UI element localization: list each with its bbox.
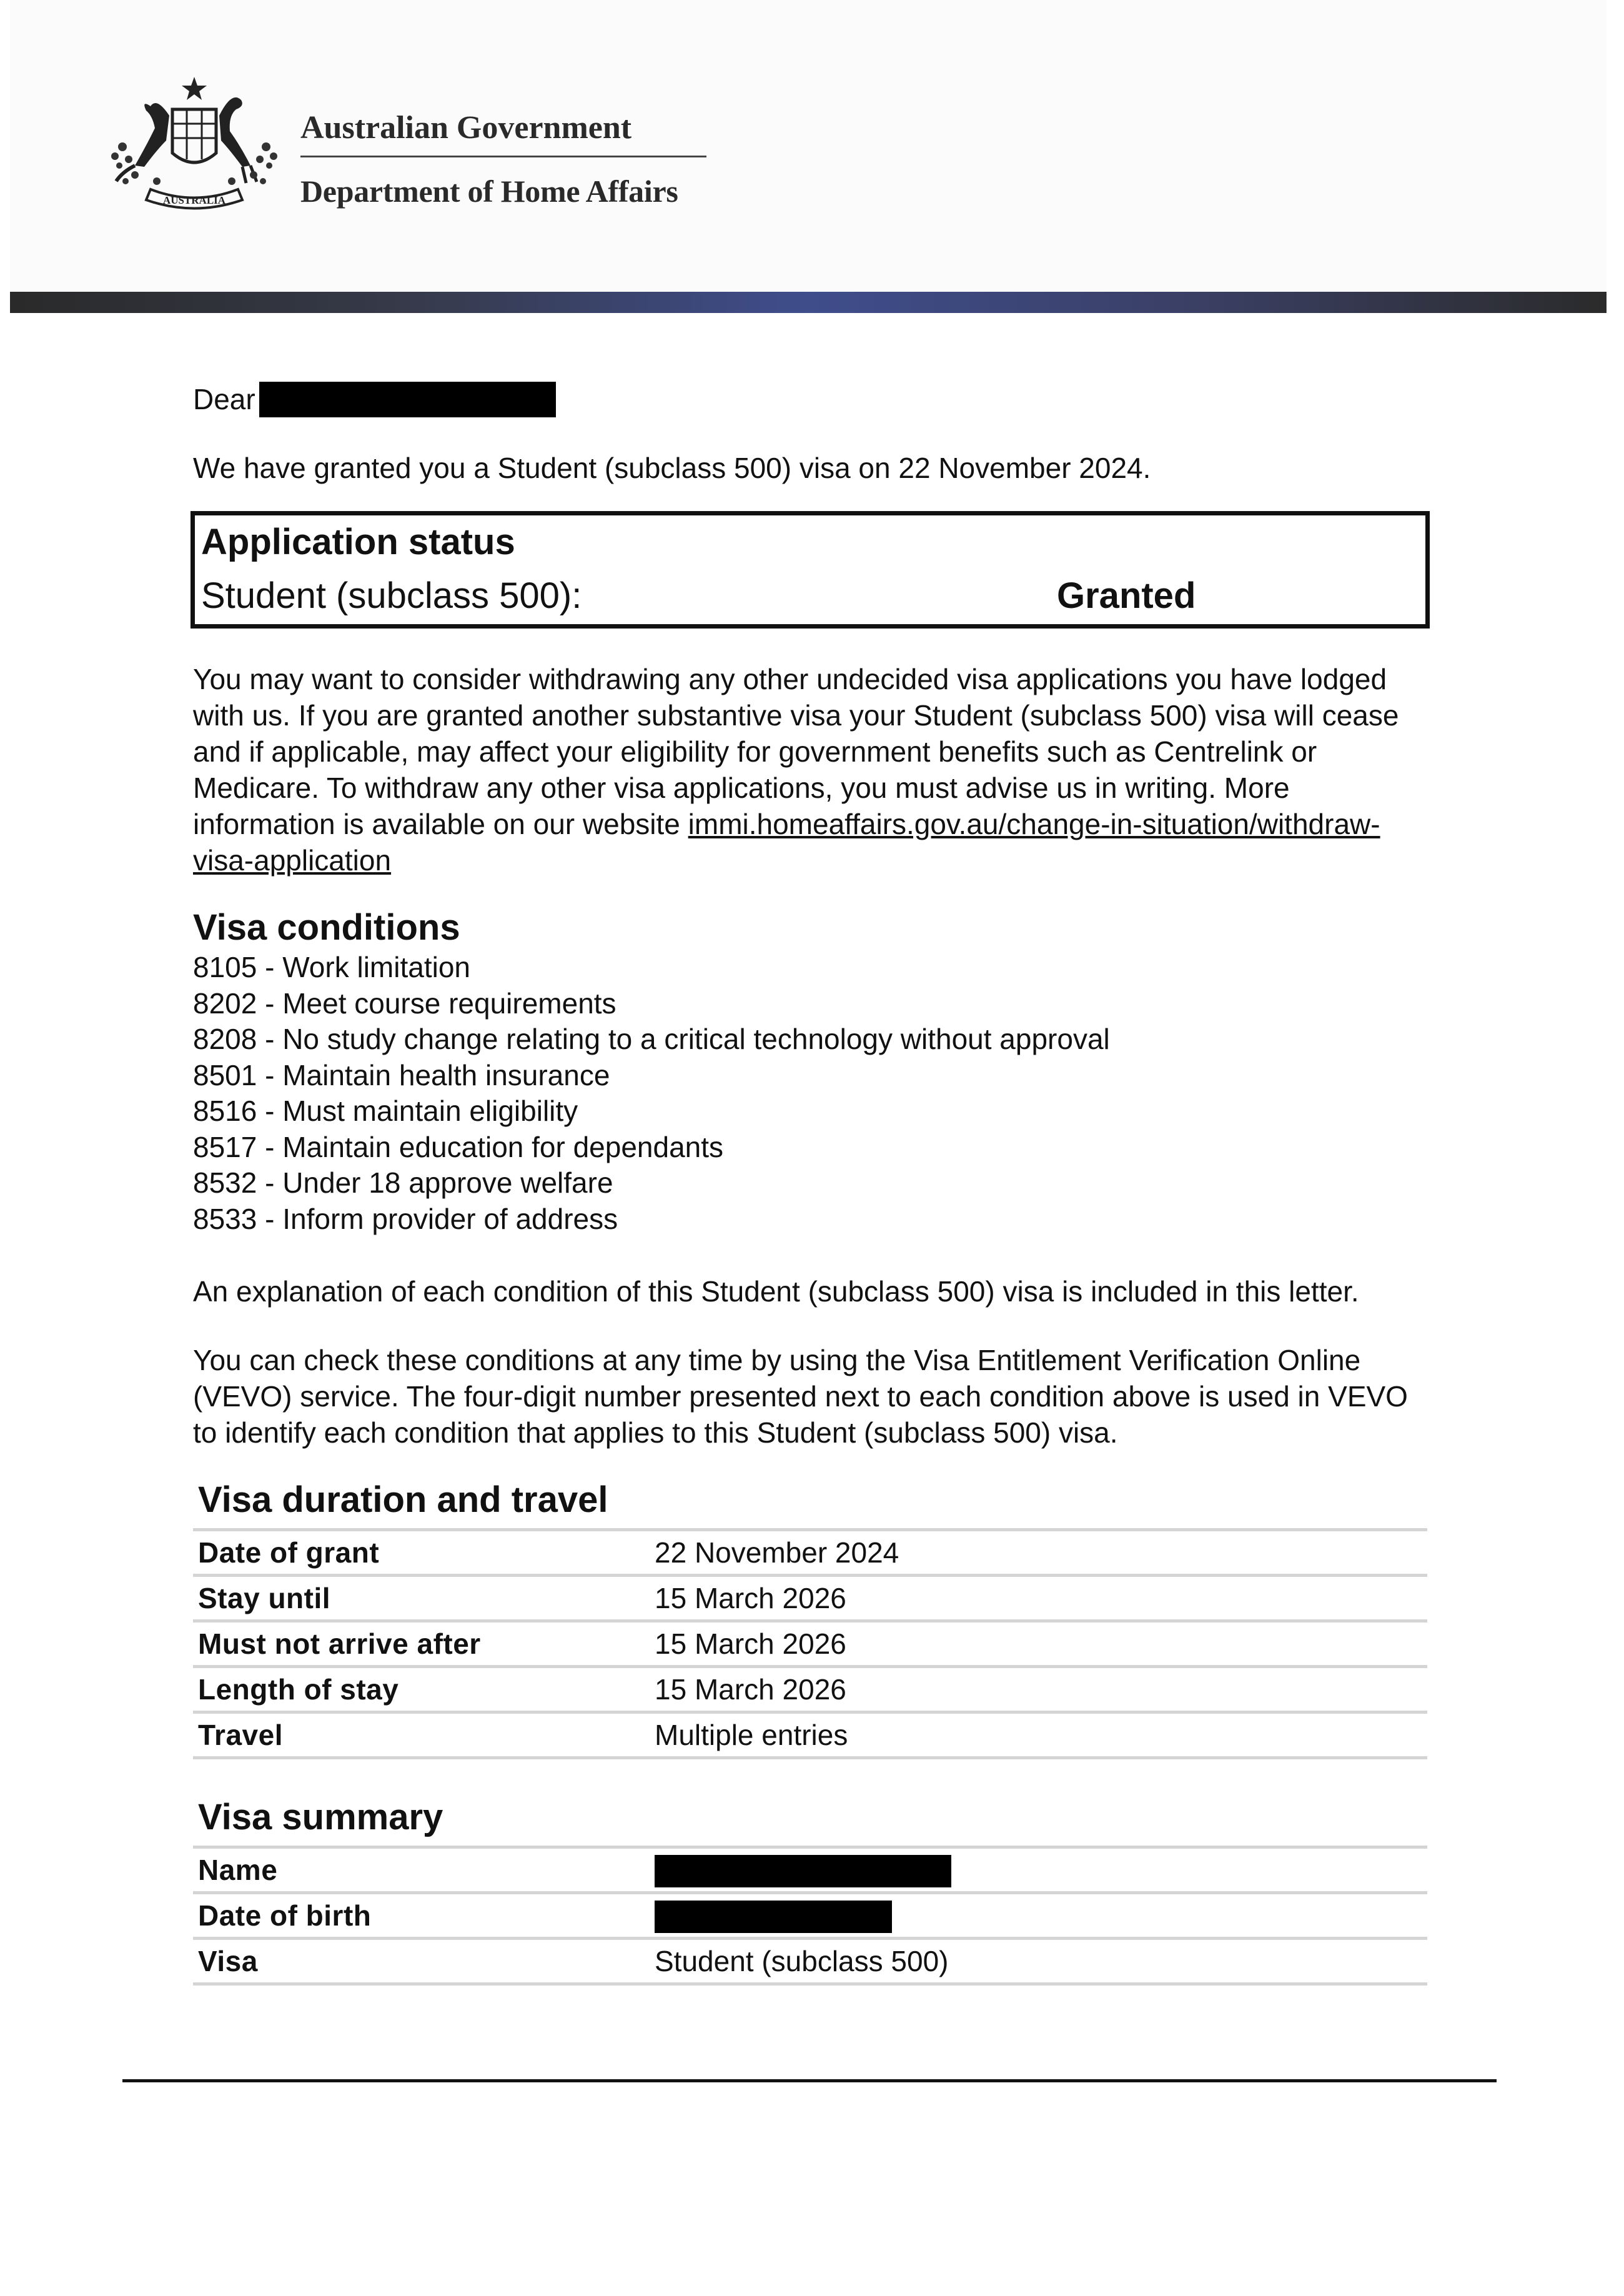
row-value: 15 March 2026 <box>650 1576 1427 1621</box>
visa-summary-heading: Visa summary <box>198 1797 443 1837</box>
agency-name <box>300 109 706 210</box>
table-row <box>193 1576 1427 1621</box>
condition-item: 8501 - Maintain health insurance <box>193 1058 610 1091</box>
salutation-text: Dear <box>193 383 255 415</box>
application-status-title: Application status <box>201 522 515 562</box>
row-value: Multiple entries <box>650 1712 1427 1758</box>
row-label: Travel <box>193 1712 650 1758</box>
row-value <box>650 1847 1427 1893</box>
row-label: Name <box>193 1847 650 1893</box>
redacted-name-value <box>655 1855 951 1887</box>
table-row <box>193 1667 1427 1712</box>
row-value <box>650 1893 1427 1939</box>
condition-item: 8532 - Under 18 approve welfare <box>193 1166 613 1199</box>
table-row <box>193 1712 1427 1758</box>
condition-item: 8105 - Work limitation <box>193 951 470 983</box>
header-stripe <box>10 292 1607 313</box>
svg-text:AUSTRALIA: AUSTRALIA <box>162 194 226 206</box>
row-label: Date of grant <box>193 1530 650 1576</box>
letter-body <box>193 381 1430 1985</box>
application-status-value: Granted <box>1057 575 1196 616</box>
row-label: Must not arrive after <box>193 1621 650 1667</box>
row-label: Length of stay <box>193 1667 650 1712</box>
row-value: 22 November 2024 <box>650 1530 1427 1576</box>
table-row <box>193 1939 1427 1984</box>
condition-item: 8516 - Must maintain eligibility <box>193 1095 578 1127</box>
condition-item: 8202 - Meet course requirements <box>193 986 616 1020</box>
visa-duration-heading: Visa duration and travel <box>198 1479 608 1520</box>
row-label: Date of birth <box>193 1893 650 1939</box>
letterhead <box>10 0 1607 294</box>
visa-conditions-heading: Visa conditions <box>193 907 460 948</box>
withdraw-text: You may want to consider withdrawing any other undecided visa applications you have lodged with us. If you are granted another substantive visa your Student (subclass 500) visa will cease and if applicable, may affect your eligibility for government benefits such as Centrelink or Medicare. To withdraw any other visa applications, you must advise us in writing. More information is available on our website <box>193 663 1399 840</box>
salutation <box>193 381 1430 417</box>
visa-summary-table <box>193 1846 1427 1985</box>
withdraw-info-link[interactable]: immi.homeaffairs.gov.au/change-in-situation/withdraw-visa-application <box>193 808 1380 877</box>
application-status-box <box>191 511 1430 629</box>
footer-divider <box>122 2079 1497 2082</box>
table-row <box>193 1530 1427 1576</box>
condition-item: 8533 - Inform provider of address <box>193 1202 618 1235</box>
visa-duration-table <box>193 1528 1427 1759</box>
condition-item: 8208 - No study change relating to a critical technology without approval <box>193 1023 1110 1055</box>
row-label: Visa <box>193 1939 650 1984</box>
visa-conditions-list <box>193 950 1430 1237</box>
row-value: 15 March 2026 <box>650 1621 1427 1667</box>
department-name: Department of Home Affairs <box>300 174 678 209</box>
coat-of-arms-icon <box>97 72 291 222</box>
row-value: 15 March 2026 <box>650 1667 1427 1712</box>
grant-statement: We have granted you a Student (subclass 500) visa on 22 November 2024. <box>193 452 1151 484</box>
table-row <box>193 1621 1427 1667</box>
row-label: Stay until <box>193 1576 650 1621</box>
application-status-label: Student (subclass 500): <box>201 575 582 616</box>
vevo-note: You can check these conditions at any time by using the Visa Entitlement Verification Online (VEVO) service. The four-digit number presented next to each condition above is used in VEVO to identify each condition that applies to this Student (subclass 500) visa. <box>193 1344 1408 1449</box>
row-value: Student (subclass 500) <box>650 1939 1427 1984</box>
conditions-explanation: An explanation of each condition of this Student (subclass 500) visa is included in this letter. <box>193 1275 1359 1308</box>
redacted-name <box>259 382 556 417</box>
condition-item: 8517 - Maintain education for dependants <box>193 1130 724 1163</box>
table-row <box>193 1893 1427 1939</box>
table-row <box>193 1847 1427 1893</box>
government-name: Australian Government <box>300 109 706 157</box>
redacted-dob-value <box>655 1901 892 1933</box>
withdraw-paragraph <box>193 661 1430 878</box>
